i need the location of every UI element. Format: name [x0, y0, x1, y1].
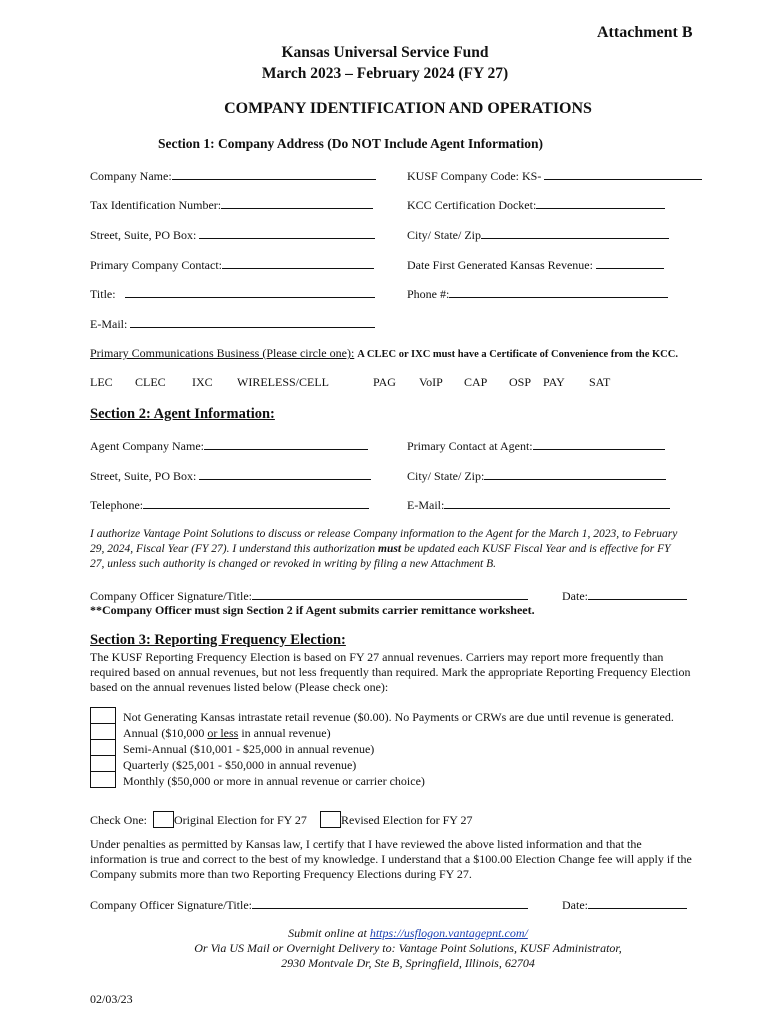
section3-date-label: Date: — [562, 898, 588, 912]
title-label: Title: — [90, 287, 116, 301]
section2-date-label: Date: — [562, 589, 588, 603]
title-field[interactable] — [90, 286, 375, 302]
business-type-ixc[interactable]: IXC — [192, 375, 213, 389]
agent-contact-label: Primary Contact at Agent: — [407, 439, 533, 453]
tax-id-field[interactable] — [90, 197, 373, 213]
primary-contact-field[interactable] — [90, 257, 374, 273]
option-not-generating-checkbox[interactable] — [90, 707, 116, 724]
section3-signature-field[interactable] — [90, 897, 528, 913]
page-title: COMPANY IDENTIFICATION AND OPERATIONS — [224, 100, 592, 117]
city-field[interactable] — [407, 227, 669, 243]
option-annual-label: Annual ($10,000 or less in annual revenue) — [123, 726, 331, 740]
section3-intro-1: The KUSF Reporting Frequency Election is based on FY 27 annual revenues. Carriers may report more frequently than — [90, 650, 664, 664]
business-row — [90, 346, 678, 361]
phone-field[interactable] — [407, 286, 668, 302]
email-label: E-Mail: — [90, 317, 128, 331]
section3-intro-3: based on the annual revenues listed below (Please check one): — [90, 680, 389, 694]
authorization-line-1: I authorize Vantage Point Solutions to discuss or release Company information to the Agent for the March 1, 2023, to February — [90, 528, 678, 540]
primary-contact-label: Primary Company Contact: — [90, 258, 222, 272]
check-one-label: Check One: — [90, 813, 147, 827]
revised-election-label: Revised Election for FY 27 — [341, 813, 473, 827]
option-monthly-label: Monthly ($50,000 or more in annual revenue or carrier choice) — [123, 774, 425, 788]
option-monthly-checkbox[interactable] — [90, 771, 116, 788]
option-annual-checkbox[interactable] — [90, 723, 116, 740]
document-date: 02/03/23 — [90, 992, 133, 1006]
section2-date-field[interactable] — [562, 588, 687, 604]
officer-note: **Company Officer must sign Section 2 if Agent submits carrier remittance worksheet. — [90, 603, 535, 617]
tax-id-label: Tax Identification Number: — [90, 198, 222, 212]
mail-line: Or Via US Mail or Overnight Delivery to: Vantage Point Solutions, KUSF Administrator, — [194, 941, 622, 955]
company-name-label: Company Name: — [90, 169, 172, 183]
section3-signature-label: Company Officer Signature/Title: — [90, 898, 252, 912]
agent-telephone-field[interactable] — [90, 497, 369, 513]
kusf-code-label: KUSF Company Code: KS- — [407, 169, 542, 183]
company-name-field[interactable] — [90, 168, 376, 184]
certification-line-1: Under penalties as permitted by Kansas law, I certify that I have reviewed the above listed information and that the — [90, 837, 642, 851]
agent-telephone-label: Telephone: — [90, 498, 144, 512]
agent-email-label: E-Mail: — [407, 498, 445, 512]
business-type-wireless[interactable]: WIRELESS/CELL — [237, 375, 329, 389]
certification-line-2: information is true and correct to the best of my knowledge. I understand that a $100.00 Election Change fee will apply if the — [90, 852, 692, 866]
authorization-line-2: 29, 2024, Fiscal Year (FY 27). I understand this authorization must be updated each KUSF Fiscal Year and is effective for FY — [90, 543, 671, 555]
phone-label: Phone #: — [407, 287, 450, 301]
submit-online-line: Submit online at https://usflogon.vantagepnt.com/ — [288, 926, 528, 940]
city-label: City/ State/ Zip — [407, 228, 481, 242]
street-field[interactable] — [90, 227, 375, 243]
business-label: Primary Communications Business (Please circle one): — [90, 346, 355, 360]
option-quarterly-checkbox[interactable] — [90, 755, 116, 772]
section2-signature-field[interactable] — [90, 588, 528, 604]
authorization-line-3: 27, unless such authority is changed or revoked in writing by filing a new Attachment B. — [90, 558, 496, 570]
agent-company-field[interactable] — [90, 438, 368, 454]
section1-heading: Section 1: Company Address (Do NOT Include Agent Information) — [158, 136, 544, 151]
agent-city-field[interactable] — [407, 468, 666, 484]
agent-email-field[interactable] — [407, 497, 670, 513]
business-type-sat[interactable]: SAT — [589, 375, 611, 389]
section3-date-field[interactable] — [562, 897, 687, 913]
certification-line-3: Company submits more than two Reporting Frequency Elections during FY 27. — [90, 867, 472, 881]
agent-street-field[interactable] — [90, 468, 371, 484]
business-type-cap[interactable]: CAP — [464, 375, 488, 389]
agent-street-label: Street, Suite, PO Box: — [90, 469, 197, 483]
kusf-code-field[interactable] — [407, 168, 702, 184]
kcc-docket-label: KCC Certification Docket: — [407, 198, 537, 212]
agent-city-label: City/ State/ Zip: — [407, 469, 485, 483]
business-type-voip[interactable]: VoIP — [419, 375, 443, 389]
option-not-generating-label: Not Generating Kansas intrastate retail revenue ($0.00). No Payments or CRWs are due until revenue is generated. — [123, 710, 674, 724]
business-type-osp[interactable]: OSP — [509, 375, 532, 389]
date-first-revenue-field[interactable] — [407, 257, 664, 273]
business-type-clec[interactable]: CLEC — [135, 375, 166, 389]
email-field[interactable] — [90, 316, 375, 332]
fund-title: Kansas Universal Service Fund — [281, 44, 489, 61]
section3-heading: Section 3: Reporting Frequency Election: — [90, 632, 346, 648]
address-line: 2930 Montvale Dr, Ste B, Springfield, Illinois, 62704 — [281, 956, 535, 970]
original-election-checkbox[interactable] — [153, 811, 174, 828]
business-note: A CLEC or IXC must have a Certificate of Convenience from the KCC. — [357, 349, 678, 360]
option-semi-annual-label: Semi-Annual ($10,001 - $25,000 in annual revenue) — [123, 742, 375, 756]
business-type-pay[interactable]: PAY — [543, 375, 565, 389]
agent-company-label: Agent Company Name: — [90, 439, 204, 453]
agent-contact-field[interactable] — [407, 438, 665, 454]
option-semi-annual-checkbox[interactable] — [90, 739, 116, 756]
fund-period: March 2023 – February 2024 (FY 27) — [261, 65, 509, 82]
original-election-label: Original Election for FY 27 — [174, 813, 307, 827]
section2-signature-label: Company Officer Signature/Title: — [90, 589, 252, 603]
section2-heading: Section 2: Agent Information: — [90, 406, 275, 422]
option-quarterly-label: Quarterly ($25,001 - $50,000 in annual revenue) — [123, 758, 357, 772]
revised-election-checkbox[interactable] — [320, 811, 341, 828]
submit-online-link[interactable]: https://usflogon.vantagepnt.com/ — [369, 926, 528, 940]
attachment-label: Attachment B — [597, 24, 693, 41]
kcc-docket-field[interactable] — [407, 197, 665, 213]
section3-intro-2: required based on annual revenues, but not less frequently than required. Mark the appropriate Reporting Frequency Election — [90, 665, 691, 679]
business-type-lec[interactable]: LEC — [90, 375, 113, 389]
business-type-pag[interactable]: PAG — [373, 375, 396, 389]
date-first-revenue-label: Date First Generated Kansas Revenue: — [407, 258, 593, 272]
street-label: Street, Suite, PO Box: — [90, 228, 197, 242]
